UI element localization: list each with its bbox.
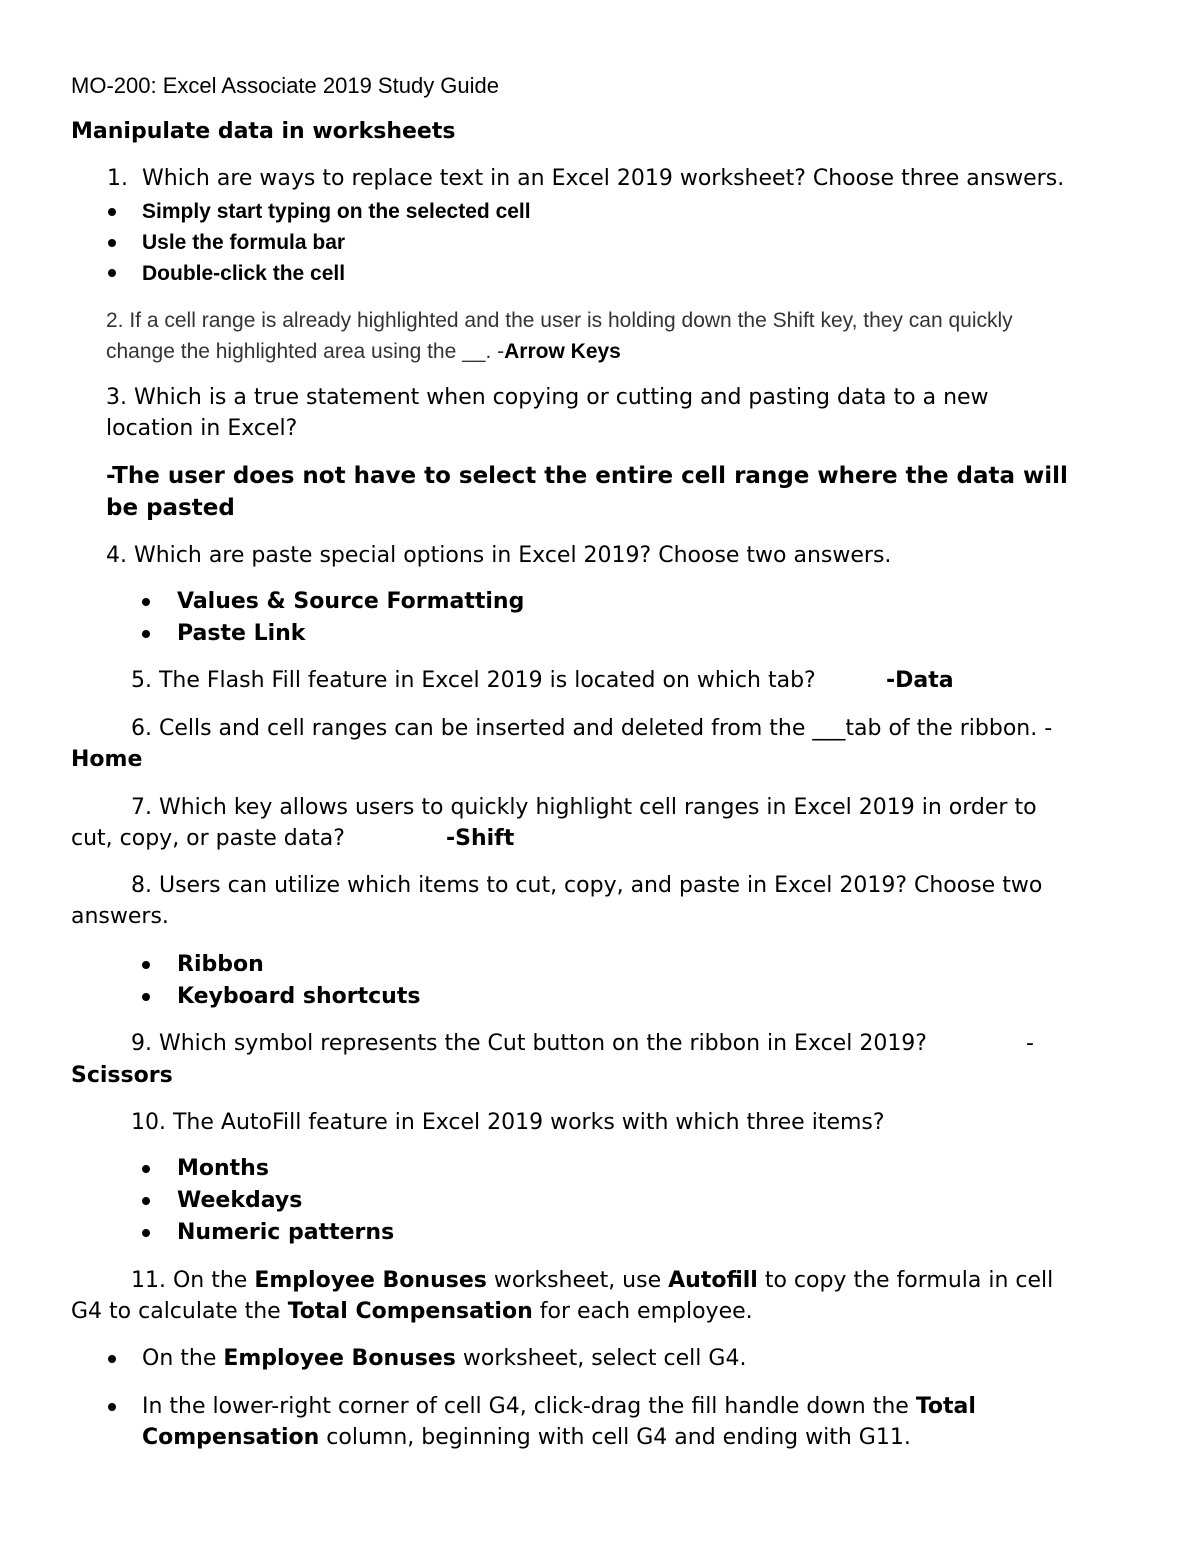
question-8-line-1: 8. Users can utilize which items to cut, copy, and paste in Excel 2019? Choose two — [131, 873, 1043, 898]
question-10-answer-3: Numeric patterns — [177, 1220, 395, 1245]
question-5-text: 5. The Flash Fill feature in Excel 2019 is located on which tab? — [131, 668, 816, 693]
bullet-icon — [108, 1355, 116, 1363]
text-run-bold: Autofill — [668, 1268, 758, 1293]
question-10-answer-1: Months — [177, 1156, 269, 1181]
question-7-line-1: 7. Which key allows users to quickly highlight cell ranges in Excel 2019 in order to — [131, 795, 1037, 820]
text-run-bold: Total Compensation — [287, 1299, 533, 1324]
question-7-line-2: cut, copy, or paste data? — [71, 826, 345, 851]
question-9-text: 9. Which symbol represents the Cut button on the ribbon in Excel 2019? — [131, 1031, 927, 1056]
question-1-answer-1: Simply start typing on the selected cell — [142, 200, 531, 223]
bullet-icon — [142, 993, 150, 1001]
text-run-bold: Compensation — [142, 1425, 320, 1450]
text-run: worksheet, use — [486, 1268, 669, 1293]
text-run: In the lower-right corner of cell G4, click-drag the fill handle down the — [142, 1394, 916, 1419]
question-2-answer: Arrow Keys — [504, 340, 621, 363]
question-4-answer-1: Values & Source Formatting — [177, 589, 525, 614]
question-3-answer-line-1: -The user does not have to select the entire cell range where the data will — [106, 463, 1068, 489]
question-10-text: 10. The AutoFill feature in Excel 2019 works with which three items? — [131, 1110, 885, 1135]
bullet-icon — [108, 239, 116, 247]
text-run-bold: Total — [915, 1394, 976, 1419]
text-run: 11. On the — [131, 1268, 255, 1293]
text-run: worksheet, select cell G4. — [455, 1346, 747, 1371]
question-1-answer-2: Usle the formula bar — [142, 231, 346, 254]
question-2-line-1: 2. If a cell range is already highlighted and the user is holding down the Shift key, they can quickly — [106, 309, 1013, 332]
question-11-step-2-line-2 — [142, 1427, 911, 1449]
document-title: MO-200: Excel Associate 2019 Study Guide — [71, 73, 500, 98]
bullet-icon — [142, 1197, 150, 1205]
question-1-text: Which are ways to replace text in an Excel 2019 worksheet? Choose three answers. — [142, 166, 1065, 191]
section-heading: Manipulate data in worksheets — [71, 119, 456, 144]
bullet-icon — [108, 1403, 116, 1411]
question-3-line-2: location in Excel? — [106, 416, 298, 441]
question-3-line-1: 3. Which is a true statement when copying or cutting and pasting data to a new — [106, 385, 989, 410]
question-11-step-2-line-1 — [142, 1396, 976, 1418]
text-run: to copy the formula in cell — [757, 1268, 1054, 1293]
bullet-icon — [142, 598, 150, 606]
question-4-text: 4. Which are paste special options in Excel 2019? Choose two answers. — [106, 543, 892, 568]
question-4-answer-2: Paste Link — [177, 621, 306, 646]
bullet-icon — [142, 961, 150, 969]
bullet-icon — [108, 208, 116, 216]
question-2-line-2 — [106, 341, 621, 362]
question-8-line-2: answers. — [71, 904, 169, 929]
bullet-icon — [142, 1165, 150, 1173]
question-9-answer: Scissors — [71, 1063, 173, 1088]
question-5-answer: -Data — [886, 668, 954, 693]
question-6-text: 6. Cells and cell ranges can be inserted and deleted from the ___tab of the ribbon. - — [131, 716, 1053, 741]
question-11-step-1 — [142, 1348, 746, 1370]
question-3-answer-line-2: be pasted — [106, 495, 235, 521]
bullet-icon — [142, 630, 150, 638]
text-run: for each employee. — [532, 1299, 753, 1324]
text-run: column, beginning with cell G4 and ending with G11. — [319, 1425, 911, 1450]
question-8-answer-2: Keyboard shortcuts — [177, 984, 421, 1009]
question-6-answer: Home — [71, 747, 143, 772]
question-8-answer-1: Ribbon — [177, 952, 264, 977]
question-1-number: 1. — [107, 166, 128, 191]
question-11-line-2 — [71, 1301, 753, 1323]
question-9-dash: - — [1026, 1031, 1034, 1056]
text-run-bold: Employee Bonuses — [254, 1268, 487, 1293]
text-run-bold: Employee Bonuses — [223, 1346, 456, 1371]
text-run: On the — [142, 1346, 224, 1371]
text-run: G4 to calculate the — [71, 1299, 288, 1324]
question-10-answer-2: Weekdays — [177, 1188, 303, 1213]
question-11-line-1 — [131, 1270, 1053, 1292]
question-2-prompt: change the highlighted area using the __. - — [106, 340, 505, 363]
bullet-icon — [142, 1229, 150, 1237]
question-7-answer: -Shift — [446, 826, 515, 851]
bullet-icon — [108, 269, 116, 277]
question-1-answer-3: Double-click the cell — [142, 262, 346, 285]
